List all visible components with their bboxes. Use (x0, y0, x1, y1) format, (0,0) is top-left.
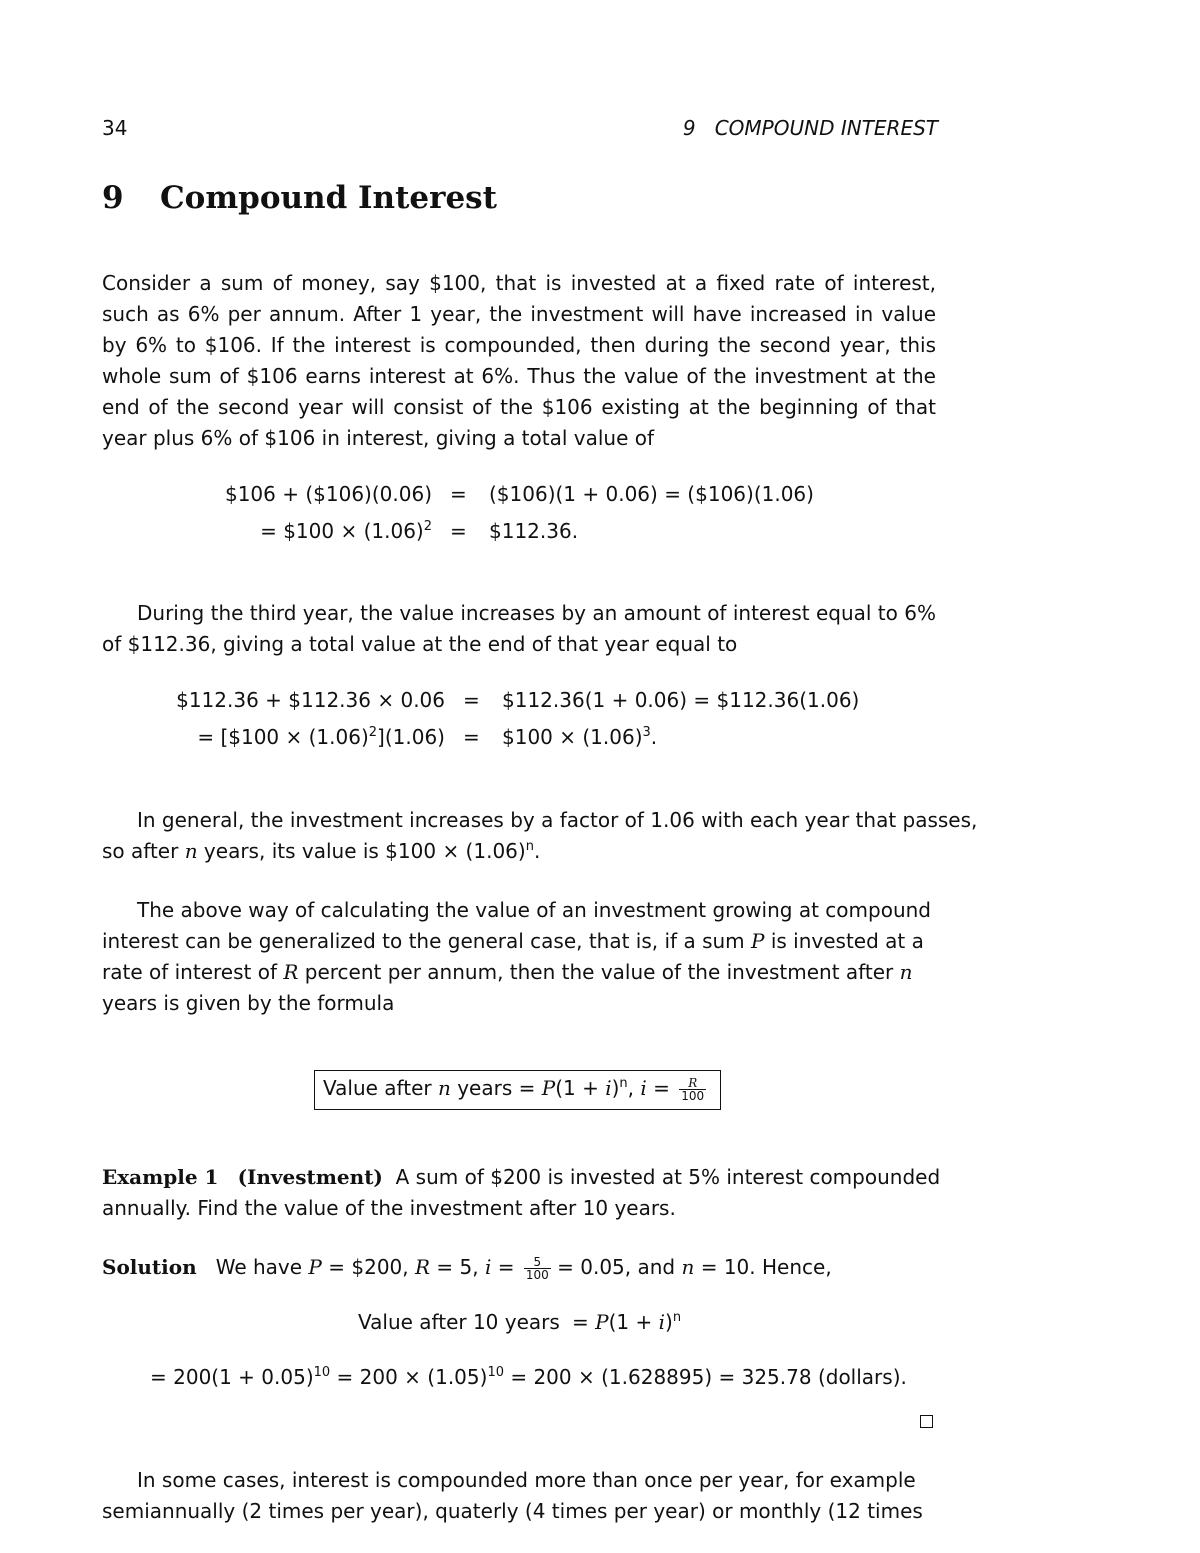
compound-interest-formula-box: Value after n years = $P(1 + i)^n$, i = $\frac{R}{100}$ (314, 1070, 721, 1110)
eq1-row1-right: ($106)(1 + 0.06) = ($106)(1.06) (489, 482, 814, 506)
eq3-left: Value after 10 years (358, 1310, 560, 1334)
example-1-line1: Example 1 (Investment) A sum of $200 is invested at 5% interest compounded (102, 1165, 941, 1189)
paragraph-intro: Consider a sum of money, say $100, that is invested at a fixed rate of interest, such as 6% per annum. After 1 year, the investment will have increased in value by 6% to $106. If the interest is compounded, then during the second year, this whole sum of $106 earns interest at 6%. Thus the value of the investment at the end of the second year will consist of the $106 existing at the beginning of that year plus 6% of $106 in interest, giving a total value of (102, 271, 936, 450)
example-label: Example 1 (102, 1165, 219, 1189)
formula-fraction: $\frac{R}{100}$ (681, 1076, 705, 1103)
paragraph-general-line1: In general, the investment increases by a factor of 1.06 with each year that passes, (137, 808, 978, 832)
paragraph-generalization-line3: rate of interest of R percent per annum, then the value of the investment after n (102, 960, 913, 984)
example-1-line2: annually. Find the value of the investment after 10 years. (102, 1196, 676, 1220)
page-number: 34 (102, 116, 128, 140)
paragraph-generalization-line4: years is given by the formula (102, 991, 395, 1015)
running-title: 9 COMPOUND INTEREST (682, 116, 938, 140)
eq1-row1-rel: = (450, 482, 467, 506)
eq2-row2-right: $100 × $(1.06)^3$. (502, 725, 658, 749)
eq2-row1-rel: = (463, 688, 480, 712)
solution-fraction: $\frac{5}{100}$ (525, 1255, 549, 1282)
eq1-row1-left: $106 + ($106)(0.06) (224, 482, 432, 506)
solution-label: Solution (102, 1255, 197, 1279)
eq1-row2-rel: = (450, 519, 467, 543)
paragraph-generalization-line2: interest can be generalized to the general case, that is, if a sum P is invested at a (102, 929, 924, 953)
paragraph-compounding-line2: semiannually (2 times per year), quaterly (4 times per year) or monthly (12 times (102, 1499, 923, 1523)
paragraph-compounding-line1: In some cases, interest is compounded more than once per year, for example (137, 1468, 916, 1492)
eq2-row1-left: $112.36 + $112.36 × 0.06 (176, 688, 445, 712)
paragraph-third-year: During the third year, the value increases by an amount of interest equal to 6% of $112.36, giving a total value at the end of that year equal to (102, 601, 936, 656)
section-title: Compound Interest (160, 180, 497, 216)
eq2-row2-rel: = (463, 725, 480, 749)
paragraph-general-line2: so after n years, its value is $100 × $(1.06)^n$. (102, 839, 541, 863)
running-header (102, 116, 938, 144)
section-number: 9 (102, 180, 124, 216)
solution-line: Solution We have P = $200, R = 5, i = $\frac{5}{100}$ = 0.05, and n = 10. Hence, (102, 1255, 832, 1282)
section-heading (102, 180, 497, 216)
qed-square-icon (920, 1415, 933, 1428)
eq4-line: = $200(1 + 0.05)^{10} = 200 \times (1.05)^{10} = 200 \times (1.628895) = 325.78$ (dollars). (150, 1365, 907, 1389)
eq2-row2-left: = [$100 × $(1.06)^2](1.06)$ (197, 725, 445, 749)
eq3-right: = $P(1 + i)^n$ (572, 1310, 682, 1334)
paragraph-generalization-line1: The above way of calculating the value of an investment growing at compound (137, 898, 931, 922)
eq1-row2-left: = $100 × $(1.06)^2$ (260, 519, 432, 543)
example-tag: (Investment) (237, 1165, 383, 1189)
eq1-row2-right: $112.36. (489, 519, 579, 543)
eq2-row1-right: $112.36(1 + 0.06) = $112.36(1.06) (502, 688, 860, 712)
